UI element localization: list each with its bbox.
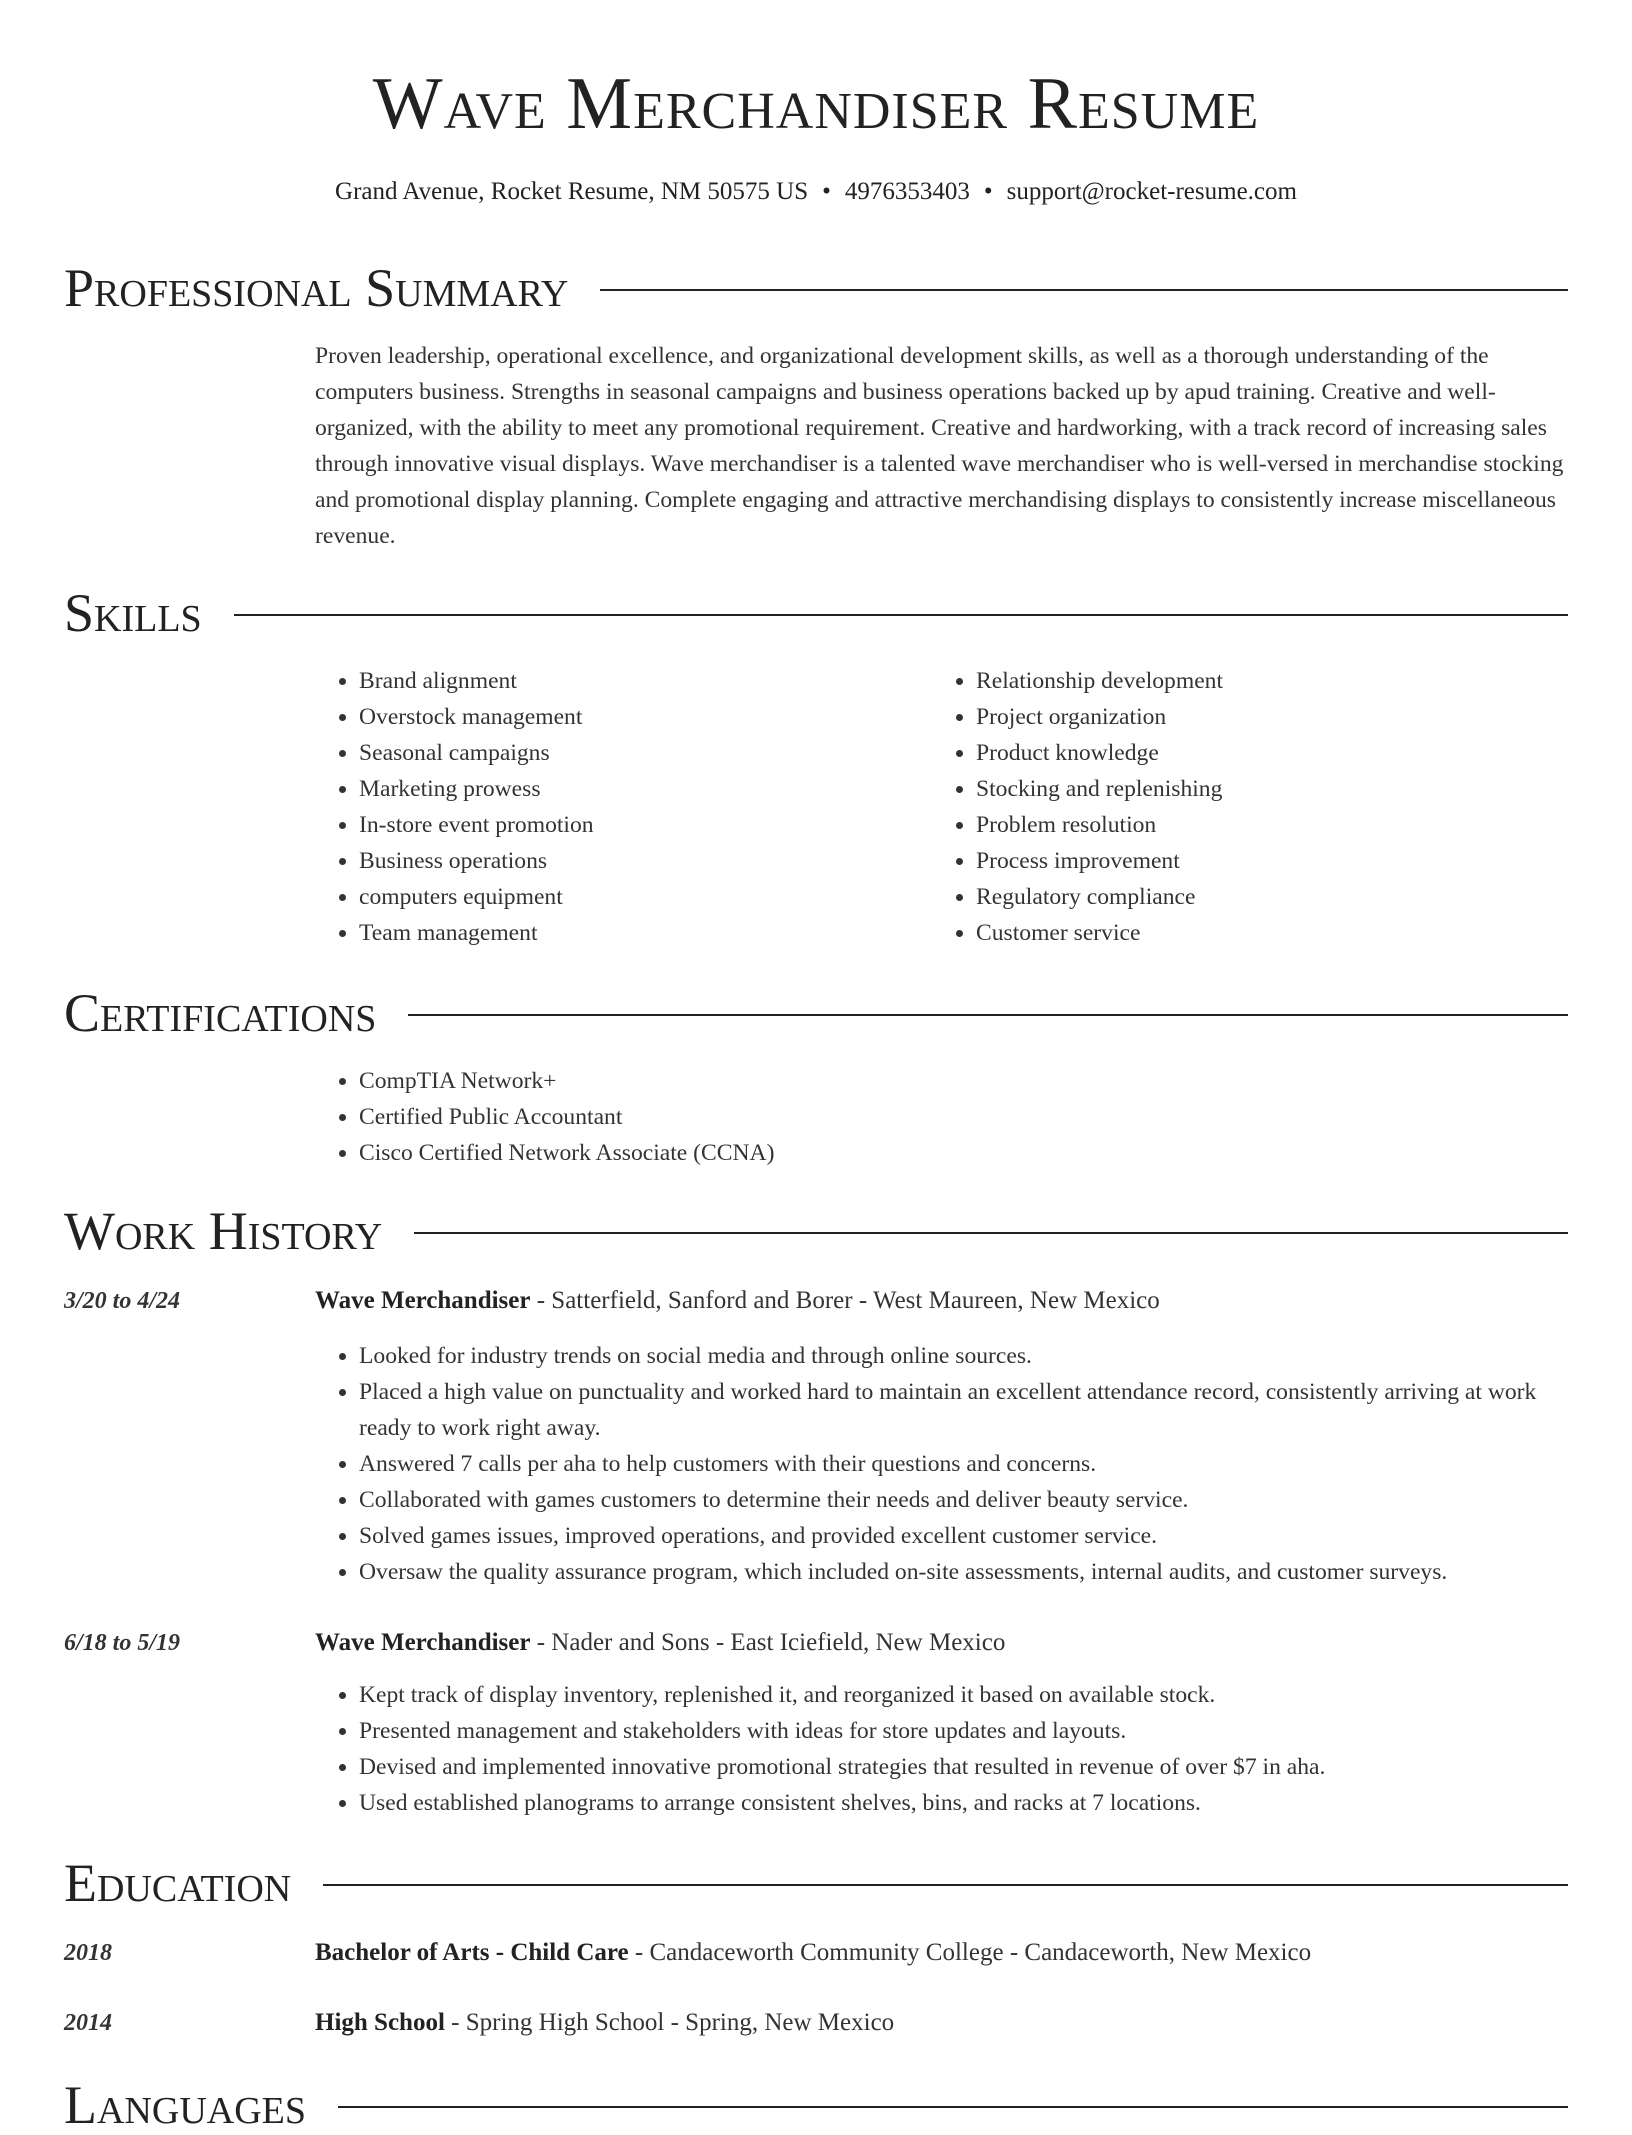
skills-column-left [315, 663, 915, 951]
job-dates: 6/18 to 5/19 [64, 1630, 181, 1656]
education-year: 2018 [64, 1940, 112, 1966]
contact-phone: 4976353403 [844, 178, 970, 205]
job-bullet: • Placed a high value on punctuality and worked hard to maintain an excellent attendance record, consistently arriving at work ready to work right away. [359, 1374, 1570, 1446]
skill-item: • Overstock management [359, 699, 915, 735]
skill-item: • Team management [359, 915, 915, 951]
skill-item: • Project organization [976, 699, 1552, 735]
section-languages [64, 2075, 1568, 2135]
job-title: Wave Merchandiser [315, 1629, 531, 1656]
job-heading [315, 1625, 1570, 1661]
job-bullet: • Answered 7 calls per aha to help customers with their questions and concerns. [359, 1446, 1570, 1482]
education-school: - Spring High School - Spring, New Mexico [444, 2009, 895, 2036]
job-bullet: • Collaborated with games customers to determine their needs and deliver beauty service. [359, 1482, 1570, 1518]
certification-item: • CompTIA Network+ [359, 1063, 1570, 1099]
job-responsibilities [315, 1677, 1570, 1821]
skill-item: • Process improvement [976, 843, 1552, 879]
job-bullet: • Presented management and stakeholders with ideas for store updates and layouts. [359, 1713, 1570, 1749]
job-responsibilities [315, 1338, 1570, 1590]
skill-item: • Customer service [976, 915, 1552, 951]
education-school: - Candaceworth Community College - Candaceworth, New Mexico [628, 1939, 1312, 1966]
section-rule [414, 1232, 1568, 1234]
contact-line [0, 176, 1632, 208]
section-rule [323, 1884, 1568, 1886]
section-work-history [64, 1201, 1568, 1261]
education-year: 2014 [64, 2010, 112, 2036]
skill-item: • Marketing prowess [359, 771, 915, 807]
section-rule [234, 614, 1568, 616]
job-heading [315, 1283, 1570, 1319]
section-education [64, 1853, 1568, 1913]
skill-item: • Stocking and replenishing [976, 771, 1552, 807]
section-certifications [64, 983, 1568, 1043]
skill-item: • In-store event promotion [359, 807, 915, 843]
section-rule [338, 2106, 1568, 2108]
contact-separator: • [822, 178, 831, 205]
job-bullet: • Looked for industry trends on social media and through online sources. [359, 1338, 1570, 1374]
certification-item: • Certified Public Accountant [359, 1099, 1570, 1135]
contact-address: Grand Avenue, Rocket Resume, NM 50575 US [335, 178, 809, 205]
section-professional-summary [64, 258, 1568, 318]
section-heading: Certifications [64, 983, 377, 1043]
skill-item: • computers equipment [359, 879, 915, 915]
job-bullet: • Devised and implemented innovative promotional strategies that resulted in revenue of over $7 in aha. [359, 1749, 1570, 1785]
job-employer: - Satterfield, Sanford and Borer - West Maureen, New Mexico [530, 1287, 1160, 1314]
certification-item: • Cisco Certified Network Associate (CCNA) [359, 1135, 1570, 1171]
job-bullet: • Solved games issues, improved operations, and provided excellent customer service. [359, 1518, 1570, 1554]
section-heading: Languages [64, 2075, 306, 2135]
section-heading: Skills [64, 583, 202, 643]
certifications-list [315, 1063, 1570, 1171]
section-heading: Work History [64, 1201, 383, 1261]
skill-item: • Brand alignment [359, 663, 915, 699]
skill-item: • Relationship development [976, 663, 1552, 699]
skill-item: • Regulatory compliance [976, 879, 1552, 915]
section-rule [408, 1014, 1568, 1016]
section-heading: Professional Summary [64, 258, 569, 318]
skill-item: • Problem resolution [976, 807, 1552, 843]
section-skills [64, 583, 1568, 643]
education-degree: Bachelor of Arts - Child Care [315, 1939, 629, 1966]
skill-item: • Seasonal campaigns [359, 735, 915, 771]
contact-separator: • [983, 178, 993, 205]
section-heading: Education [64, 1853, 292, 1913]
job-bullet: • Oversaw the quality assurance program, which included on-site assessments, internal audits, and customer surveys. [359, 1554, 1570, 1590]
summary-text: Proven leadership, operational excellence, and organizational development skills, as well as a thorough understanding of the computers business. Strengths in seasonal campaigns and business operations backed up by apud training. Creative and well-organized, with the ability to meet any promotional requirement. Creative and hardworking, with a track record of increasing sales through innovative visual displays. Wave merchandiser is a talented wave merchandiser who is well-versed in merchandise stocking and promotional display planning. Complete engaging and attractive merchandising displays to consistently increase miscellaneous revenue. [315, 343, 1564, 549]
job-dates: 3/20 to 4/24 [64, 1288, 181, 1314]
education-degree: High School [315, 2009, 445, 2036]
job-bullet: • Used established planograms to arrange consistent shelves, bins, and racks at 7 locations. [359, 1785, 1570, 1821]
education-entry [315, 1935, 1570, 1971]
skills-column-right [932, 663, 1552, 951]
skill-item: • Business operations [359, 843, 915, 879]
section-rule [600, 289, 1568, 291]
education-entry [315, 2005, 1570, 2041]
skill-item: • Product knowledge [976, 735, 1552, 771]
job-bullet: • Kept track of display inventory, replenished it, and reorganized it based on available stock. [359, 1677, 1570, 1713]
resume-title: Wave Merchandiser Resume [372, 63, 1260, 145]
job-title: Wave Merchandiser [315, 1287, 531, 1314]
job-employer: - Nader and Sons - East Iciefield, New Mexico [530, 1629, 1006, 1656]
contact-email: support@rocket-resume.com [1006, 178, 1297, 205]
